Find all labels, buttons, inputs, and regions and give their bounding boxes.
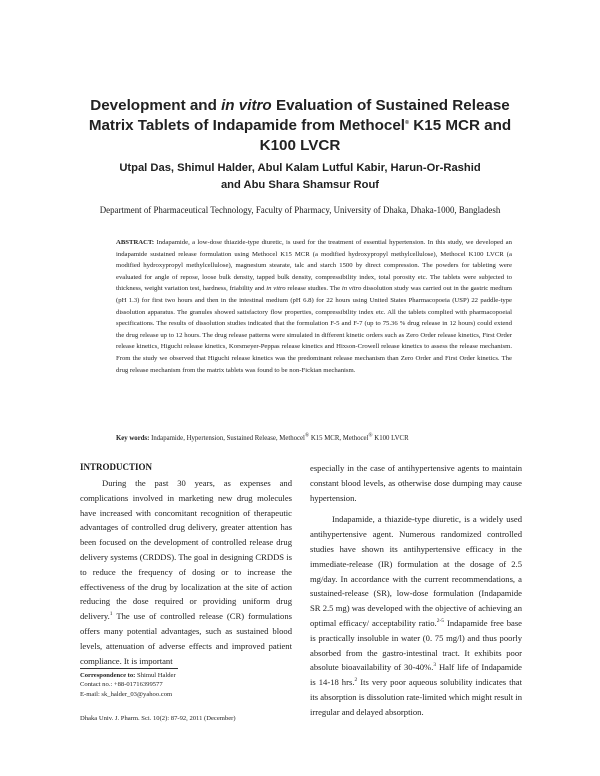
- author-list: [80, 160, 520, 194]
- citation: 2-5: [436, 618, 445, 625]
- registered-mark: ®: [405, 119, 410, 126]
- keywords-label: Key words:: [116, 435, 150, 442]
- abstract: [116, 237, 512, 376]
- paragraph-text: During the past 30 years, as expenses and complications involved in marketing new drug molecules have increased with concomitant recognition of therapeutic advantages of controlled drug delivery, greater attention has been focused on the development of controlled release drug delivery systems (CRDDS). The goal in designing CRDDS is to reduce the frequency of dosing or to increase the effectiveness of the drug by localization at the site of action reducing the dose required or providing uniform drug delivery.: [80, 478, 292, 622]
- footnote-divider: [80, 668, 178, 669]
- abstract-italic: in vitro: [266, 285, 286, 293]
- journal-citation-footer: Dhaka Univ. J. Pharm. Sci. 10(2): 87-92, 2011 (December): [80, 715, 236, 722]
- title-text-2: Evaluation of Sustained Release Matrix Tablets of Indapamide from Methocel: [88, 97, 510, 134]
- correspondence-label: Correspondence to:: [80, 672, 136, 679]
- title-text-3: K15 MCR and K100 LVCR: [259, 117, 512, 154]
- intro-paragraph-1: [80, 476, 292, 668]
- abstract-label: ABSTRACT:: [116, 239, 155, 246]
- intro-paragraph-3: [310, 512, 522, 719]
- paragraph-text: Half life of Indapamide is 14-18 hrs.: [310, 662, 522, 688]
- intro-paragraph-2: especially in the case of antihypertensive agents to maintain constant blood levels, as otherwise dose dumping may cause hypertension.: [310, 463, 522, 503]
- section-heading-introduction: INTRODUCTION: [80, 462, 153, 472]
- paragraph-text: Its very poor aqueous solubility indicates that its absorption is dissolution rate-limited which might result in irregular and delayed absorption.: [310, 677, 522, 717]
- abstract-italic-2: in vitro: [341, 285, 362, 293]
- citation: 2: [354, 677, 358, 684]
- citation: 3: [433, 662, 437, 669]
- abstract-text-3: dissolution study was carried out in the gastric medium (pH 1.3) for first two hours and then in the intestinal medium (pH 6.8) for 22 hours using United States Pharmacopoeia (USP) 22 paddle-type dissolution apparatus. The granules showed satisfactory flow properties, compressibility index etc. All the tablets complied with pharmacopoeial specifications. The results of dissolution studies indicated that the formulation F-5 and F-7 (up to 75.36 % drug release in 12 hours) could extend the drug release up to 12 hours. The drug release patterns were simulated in different kinetic orders such as Zero Order release kinetics, First Order release kinetics, Higuchi release kinetics, Korsmeyer-Peppas release kinetics and Hixson-Crowell release kinetics to assess the release mechanism. From the study we observed that Higuchi release kinetics was the predominant release mechanism than Zero Order and First Order kinetics. The drug release mechanism from the matrix tablets was found to be non-Fickian mechanism.: [116, 285, 512, 374]
- paragraph-text: Indapamide free base is practically insoluble in water (0. 75 mg/l) and thus poorly absorbed from the gastro-intestinal tract. It exhibits poor absolute bioavailability of 30-40%.: [310, 617, 522, 673]
- affiliation: Department of Pharmaceutical Technology, Faculty of Pharmacy, University of Dhaka, Dhaka-1000, Bangladesh: [99, 205, 501, 215]
- keywords-text: Indapamide, Hypertension, Sustained Release, Methocel: [149, 435, 305, 442]
- paper-title: [70, 96, 530, 156]
- citation: 1: [109, 611, 113, 618]
- authors-line-1: Utpal Das, Shimul Halder, Abul Kalam Lutful Kabir, Harun-Or-Rashid: [119, 162, 481, 174]
- title-italic: in vitro: [221, 97, 272, 114]
- registered-mark: ®: [304, 432, 310, 439]
- paragraph-text: Indapamide, a thiazide-type diuretic, is a widely used antihypertensive agent. Numerous randomized controlled studies have shown its antihypertensive efficacy in the immediate-release (IR) formulation at the dosage of 2.5 mg/day. In accordance with the current recommendations, a sustained-release (SR), low-dose formulation (Indapamide SR 2.5 mg) was developed with the objective of achieving an optimal efficacy/ acceptability ratio.: [310, 514, 522, 628]
- title-text: Development and: [90, 97, 222, 114]
- keywords-text-2: K15 MCR, Methocel: [309, 435, 369, 442]
- right-column: [310, 461, 522, 720]
- abstract-text-2: release studies. The: [285, 285, 342, 293]
- correspondence-contact: Contact no.: +88-01716399577: [80, 681, 163, 689]
- correspondence-line: [80, 671, 280, 680]
- keywords: [116, 434, 516, 444]
- left-column: [80, 476, 292, 668]
- paragraph-text: The use of controlled release (CR) formulations offers many potential advantages, such as sustained blood levels, attenuation of adverse effects and improved patient compliance. It is important: [80, 611, 292, 666]
- keywords-text-3: K100 LVCR: [372, 435, 409, 442]
- correspondence-note: [80, 671, 280, 699]
- authors-line-2: and Abu Shara Shamsur Rouf: [220, 179, 380, 191]
- abstract-text: Indapamide, a low-dose thiazide-type diuretic, is used for the treatment of essential hypertension. In this study, we developed an indapamide sustained release formulation using Methocel K15 MCR (a modified hydroxypropyl methylcellulose), Methocel K100 LVCR (a modified hydroxypropyl methylcellulose), magnesium stearate, talc and starch 1500 by direct compression. The powders for tableting were evaluated for angle of repose, loose bulk density, tapped bulk density, compressibility index, total porosity etc. The tablets were subjected to thickness, weight variation test, hardness, friability and: [116, 239, 512, 293]
- correspondence-name: Shimul Halder: [135, 672, 176, 679]
- correspondence-email: E-mail: sk_halder_03@yahoo.com: [80, 690, 173, 698]
- registered-mark: ®: [368, 432, 373, 439]
